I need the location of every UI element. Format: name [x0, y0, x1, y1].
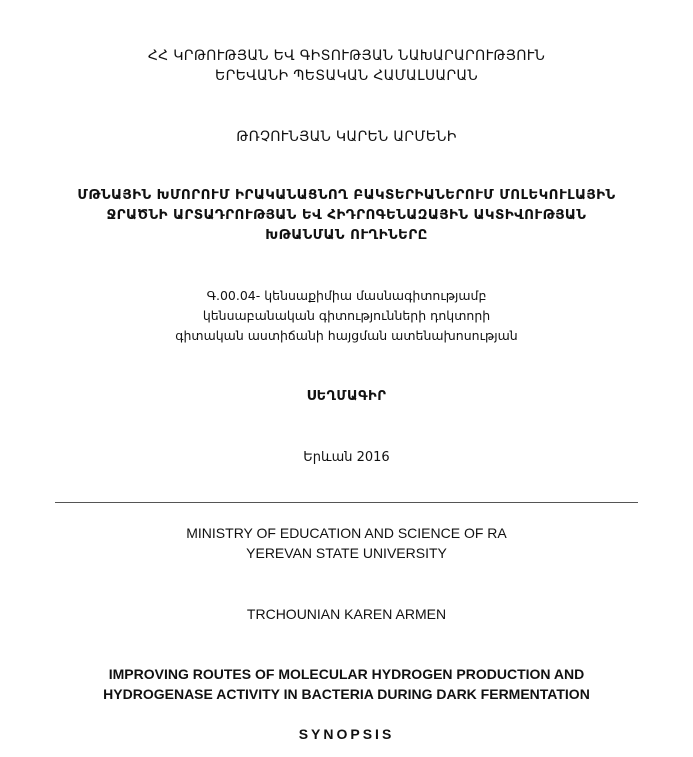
armenian-title-line-3: ԽԹԱՆՄԱՆ ՈՒՂԻՆԵՐԸ	[265, 227, 428, 243]
armenian-specialty-line-3: գիտական աստիճանի հայցման ատենախոսության	[175, 328, 518, 343]
armenian-title-line-2: ՋՐԱԾՆԻ ԱՐՏԱԴՐՈՒԹՅԱՆ ԵՎ ՀԻԴՐՈԳԵՆԱԶԱՅԻՆ ԱԿՏԻՎՈՒԹՅԱՆ	[106, 207, 587, 223]
section-divider	[55, 502, 638, 503]
armenian-specialty-line-2: կենսաբանական գիտությունների դոկտորի	[202, 308, 491, 323]
english-title-line-2: HYDROGENASE ACTIVITY IN BACTERIA DURING DARK FERMENTATION	[103, 686, 590, 702]
armenian-city-year: Երևան 2016	[303, 450, 390, 465]
english-author-name: TRCHOUNIAN KAREN ARMEN	[246, 606, 447, 622]
english-title-line-1: IMPROVING ROUTES OF MOLECULAR HYDROGEN PRODUCTION AND	[108, 666, 585, 682]
armenian-synopsis-heading: ՍԵՂՄԱԳԻՐ	[306, 389, 387, 404]
armenian-author-name: ԹՌՉՈՒՆՅԱՆ ԿԱՐԵՆ ԱՐՄԵՆԻ	[236, 129, 457, 145]
english-ministry-line-2: YEREVAN STATE UNIVERSITY	[246, 545, 447, 561]
english-synopsis-heading: SYNOPSIS	[298, 726, 395, 742]
armenian-ministry-line-2: ԵՐԵՎԱՆԻ ՊԵՏԱԿԱՆ ՀԱՄԱԼՍԱՐԱՆ	[215, 68, 478, 84]
armenian-ministry-line-1: ՀՀ ԿՐԹՈՒԹՅԱՆ ԵՎ ԳԻՏՈՒԹՅԱՆ ՆԱԽԱՐԱՐՈՒԹՅՈՒՆ	[147, 48, 546, 64]
armenian-title-line-1: ՄԹՆԱՅԻՆ ԽՄՈՐՈՒՄ ԻՐԱԿԱՆԱՑՆՈՂ ԲԱԿՏԵՐԻԱՆԵՐՈՒՄ ՄՈԼԵԿՈՒԼԱՅԻՆ	[77, 187, 616, 203]
english-ministry-line-1: MINISTRY OF EDUCATION AND SCIENCE OF RA	[186, 525, 507, 541]
armenian-specialty-line-1: Գ.00.04- կենսաքիմիա մասնագիտությամբ	[206, 288, 487, 303]
